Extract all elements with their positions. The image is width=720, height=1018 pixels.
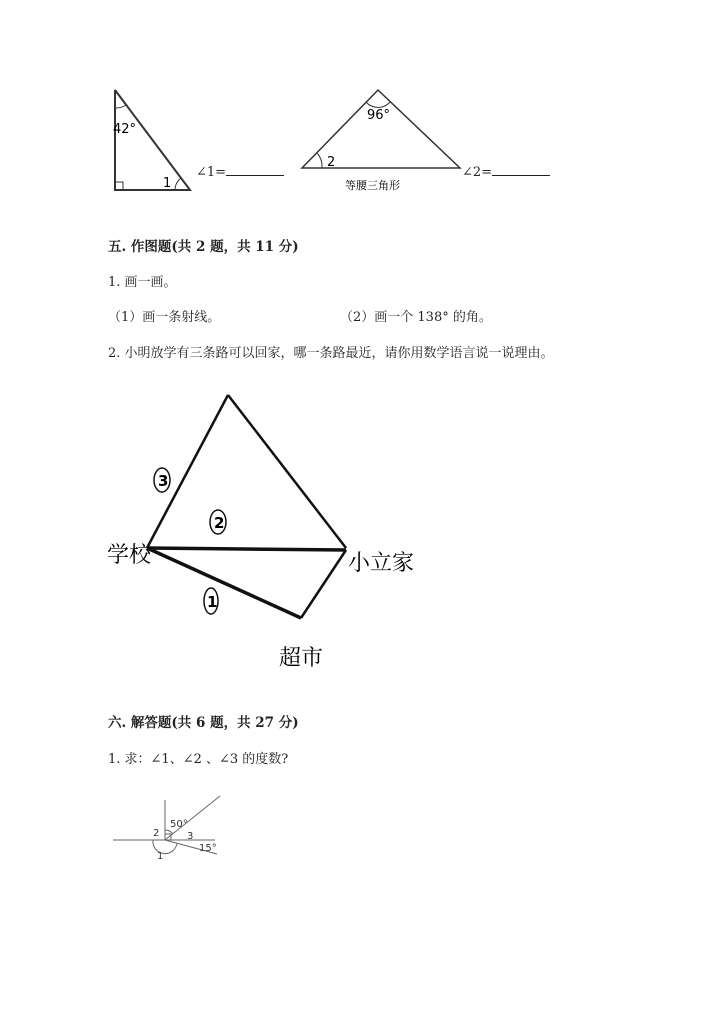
section5-heading: 五. 作图题(共 2 题，共 11 分) [108, 239, 299, 255]
route-1-line-b [301, 550, 346, 618]
section5-q1-part2: （2）画一个 138° 的角。 [340, 310, 492, 325]
route-1-line [147, 548, 301, 618]
section6-heading: 六. 解答题(共 6 题，共 27 分) [108, 715, 299, 731]
route-1-label: 1 [207, 593, 218, 611]
route-3-line-b [228, 395, 346, 548]
label-15: 15° [199, 843, 217, 854]
angle-50-arc [165, 830, 173, 834]
isosceles-triangle [302, 90, 460, 192]
section5-q1: 1. 画一画。 [108, 275, 177, 290]
section5-q1-part1: （1）画一条射线。 [108, 310, 221, 325]
label-3: 3 [187, 831, 194, 842]
angle-42-label: 42° [113, 122, 137, 137]
label-1: 1 [157, 851, 164, 862]
market-label: 超市 [279, 646, 324, 671]
route-figure [105, 385, 415, 680]
top-triangles-figure [105, 85, 565, 200]
home-label: 小立家 [348, 551, 415, 576]
school-label: 学校 [107, 543, 152, 568]
route-2-line [147, 548, 346, 550]
route-2-label: 2 [214, 514, 225, 532]
angle2-answer: ∠2= [462, 163, 550, 180]
angle1-answer: ∠1= [196, 163, 284, 180]
angle-2-label: 2 [327, 155, 336, 170]
answer-blank-2[interactable] [492, 163, 550, 176]
angle-1-label: 1 [163, 176, 172, 191]
label-2: 2 [153, 828, 160, 839]
route-3-label: 3 [158, 472, 169, 490]
angle-96-label: 96° [367, 108, 391, 123]
section5-q2: 2. 小明放学有三条路可以回家，哪一条路最近，请你用数学语言说一说理由。 [108, 346, 554, 361]
angle-figure [105, 790, 230, 870]
label-50: 50° [170, 819, 188, 830]
isosceles-caption: 等腰三角形 [345, 179, 400, 192]
right-triangle [113, 90, 190, 191]
section6-q1: 1. 求：∠1、∠2 、∠3 的度数? [108, 752, 289, 767]
answer-blank-1[interactable] [226, 163, 284, 176]
